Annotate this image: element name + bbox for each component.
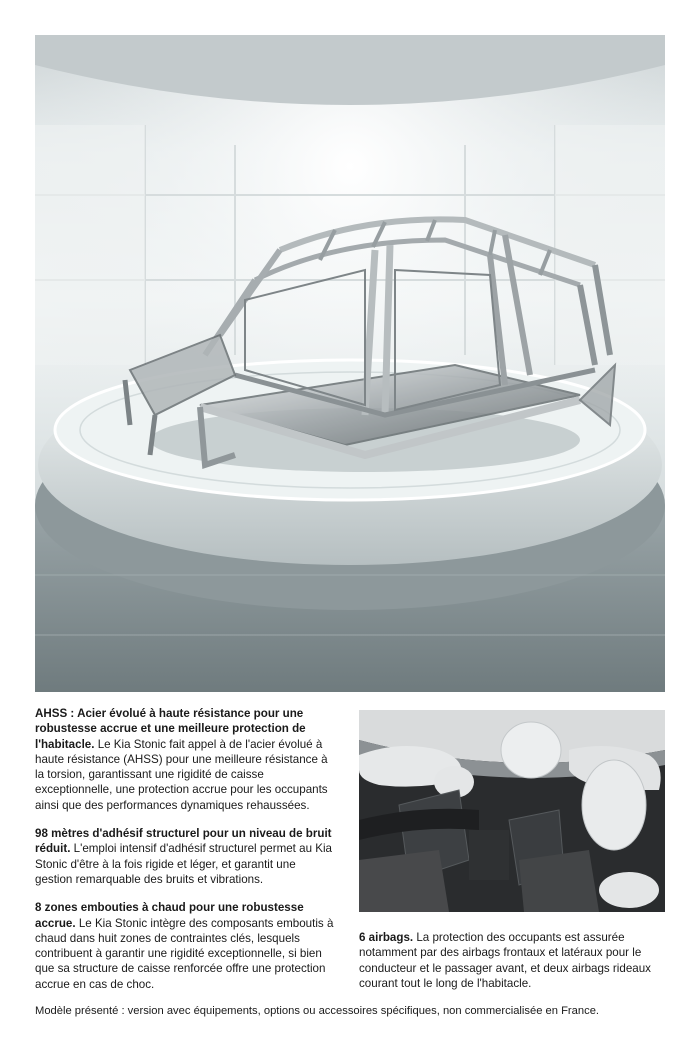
section-adhesive	[35, 826, 335, 887]
footer-disclaimer: Modèle présenté : version avec équipements, options ou accessoires spécifiques, non commercialisée en France.	[35, 1005, 600, 1017]
airbag-text	[359, 930, 665, 1004]
text-column	[35, 706, 335, 1005]
section-heading: 8 zones embouties à chaud pour une robustesse accrue.	[35, 901, 304, 930]
section-heading: 98 mètres d'adhésif structurel pour un niveau de bruit réduit.	[35, 827, 332, 856]
hero-chassis-image	[35, 35, 665, 692]
section-body: Le Kia Stonic intègre des composants emboutis à chaud dans huit zones de contraintes clés, lesquels contribuent à garantir une rigidité exceptionnelle, si bien que sa structure de caisse renforcée offre une protection accrue en cas de choc.	[35, 916, 334, 991]
section-heading: AHSS : Acier évolué à haute résistance pour une robustesse accrue et une meilleure protection de l'habitacle.	[35, 707, 306, 751]
section-ahss	[35, 706, 335, 813]
section-hot-stamped	[35, 900, 335, 992]
section-body: La protection des occupants est assurée notamment par des airbags frontaux et latéraux pour le conducteur et le passager avant, et deux airbags rideaux courant tout le long de l'habitacle.	[359, 931, 651, 990]
section-heading: 6 airbags.	[359, 931, 414, 944]
section-body: Le Kia Stonic fait appel à de l'acier évolué à haute résistance (AHSS) pour une meilleure résistance à la torsion, garantissant une rigidité de caisse exceptionnelle, une protection accrue pour les occupants ainsi que des performances dynamiques rehaussées.	[35, 737, 328, 812]
section-airbags	[359, 930, 665, 991]
airbag-photo	[359, 710, 665, 912]
chassis-illustration	[35, 35, 665, 692]
airbag-illustration	[359, 710, 665, 912]
section-body: L'emploi intensif d'adhésif structurel permet au Kia Stonic d'être à la fois rigide et léger, et garantit une gestion remarquable des bruits et vibrations.	[35, 842, 332, 886]
